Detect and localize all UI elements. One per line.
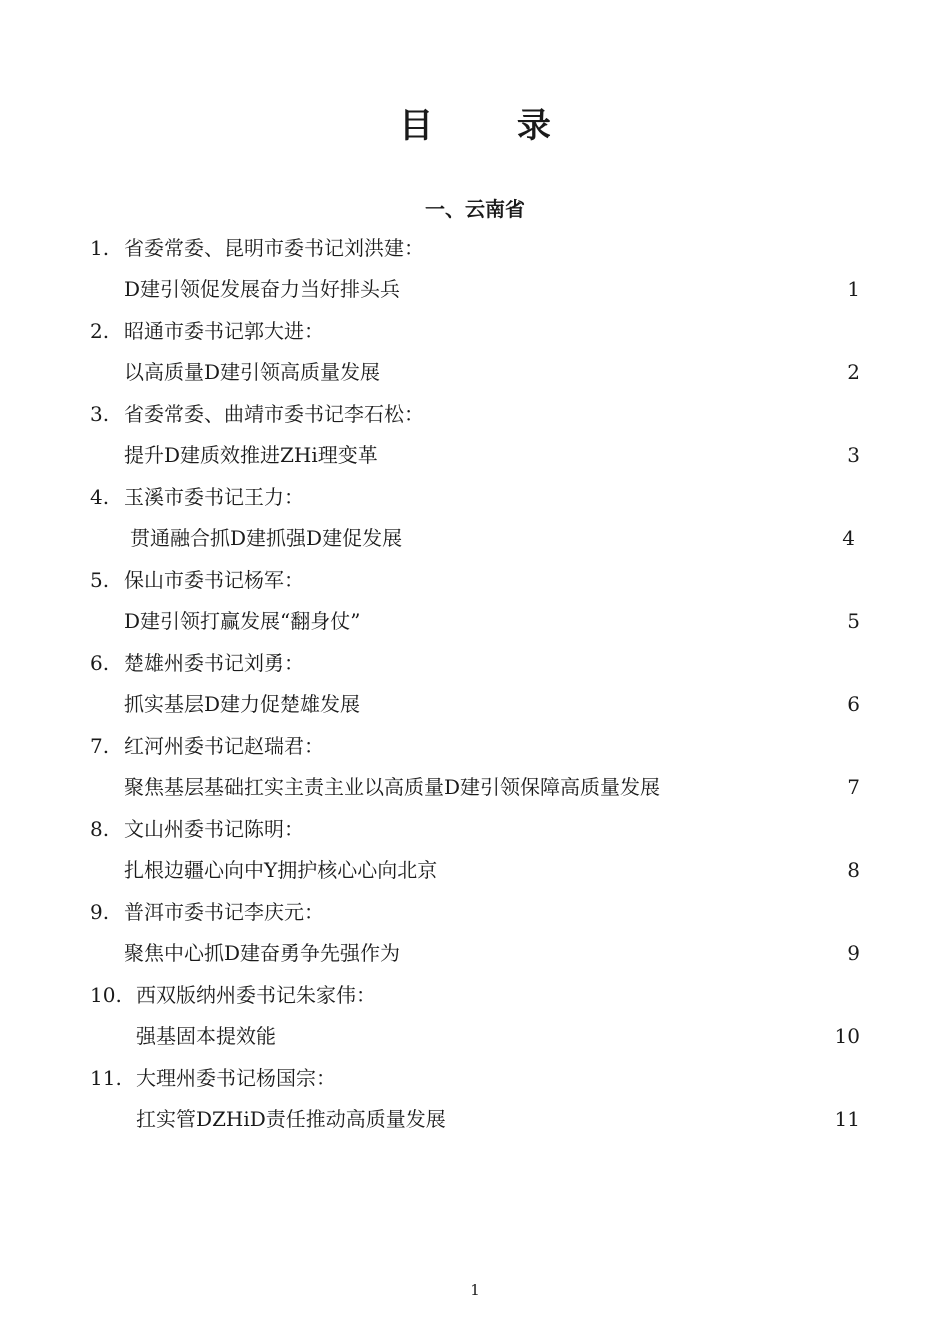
toc-entry-page-number: 10 [834, 1024, 860, 1048]
toc-entry-number: 2. [90, 319, 110, 343]
toc-entry-subtitle-line [124, 935, 860, 971]
toc-entry-heading-line [90, 313, 324, 349]
toc-entry-subtitle-line [124, 354, 860, 390]
toc-entry[interactable] [0, 479, 950, 562]
toc-entry[interactable] [0, 645, 950, 728]
toc-entry-heading-line [90, 1060, 336, 1096]
toc-entry-subtitle: 强基固本提效能 [136, 1024, 276, 1048]
toc-entry[interactable] [0, 811, 950, 894]
toc-entry-heading: 大理州委书记杨国宗： [136, 1066, 336, 1090]
toc-entry-heading: 西双版纳州委书记朱家伟： [136, 983, 376, 1007]
toc-entry-page-number: 6 [847, 692, 860, 716]
toc-entry-page-number: 4 [842, 526, 855, 550]
toc-entry-heading: 普洱市委书记李庆元： [124, 900, 324, 924]
toc-entry-page-number: 1 [847, 277, 860, 301]
toc-entry-heading-line [90, 396, 424, 432]
toc-entry-number: 7. [90, 734, 110, 758]
toc-entry-subtitle: D建引领促发展奋力当好排头兵 [124, 277, 401, 301]
toc-entry-subtitle-line [124, 437, 860, 473]
toc-entry-page-number: 5 [847, 609, 860, 633]
toc-entry[interactable] [0, 230, 950, 313]
toc-entry-subtitle-line [124, 852, 860, 888]
toc-entry-heading-line [90, 645, 304, 681]
toc-entry[interactable] [0, 1060, 950, 1143]
toc-entry-subtitle: 以高质量D建引领高质量发展 [124, 360, 381, 384]
toc-entry-heading-line [90, 811, 304, 847]
page-title: 目 录 [399, 106, 587, 146]
toc-entry[interactable] [0, 977, 950, 1060]
toc-entry-page-number: 9 [847, 941, 860, 965]
toc-entry-subtitle: 扛实管DZHiD责任推动高质量发展 [136, 1107, 446, 1131]
toc-entry-heading: 玉溪市委书记王力： [124, 485, 304, 509]
toc-entry[interactable] [0, 894, 950, 977]
toc-entry-heading: 省委常委、昆明市委书记刘洪建： [124, 236, 424, 260]
toc-entry-heading-line [90, 894, 324, 930]
toc-entry-number: 8. [90, 817, 110, 841]
toc-entry-heading-line [90, 728, 324, 764]
toc-entry-subtitle-line [124, 769, 860, 805]
toc-entry-subtitle: 聚焦基层基础扛实主责主业以高质量D建引领保障高质量发展 [124, 775, 661, 799]
toc-entry-subtitle: D建引领打赢发展“翻身仗” [124, 609, 361, 633]
toc-entry-number: 9. [90, 900, 110, 924]
toc-entry-heading-line [90, 562, 304, 598]
toc-entry-page-number: 8 [847, 858, 860, 882]
toc-entry-page-number: 2 [847, 360, 860, 384]
toc-entry-heading-line [90, 479, 304, 515]
toc-entry-heading: 省委常委、曲靖市委书记李石松： [124, 402, 424, 426]
toc-entry-subtitle: 聚焦中心抓D建奋勇争先强作为 [124, 941, 401, 965]
toc-entry[interactable] [0, 562, 950, 645]
toc-entry-heading-line [90, 977, 376, 1013]
toc-entry-subtitle-line [136, 1018, 860, 1054]
toc-entry-number: 10. [90, 983, 122, 1007]
toc-entry-heading: 昭通市委书记郭大进： [124, 319, 324, 343]
toc-entry-subtitle: 贯通融合抓D建抓强D建促发展 [130, 526, 403, 550]
toc-entry-heading: 红河州委书记赵瑞君： [124, 734, 324, 758]
toc-entry-heading: 楚雄州委书记刘勇： [124, 651, 304, 675]
footer-page-number: 1 [470, 1281, 480, 1299]
toc-entry-subtitle-line [136, 1101, 860, 1137]
toc-entry-subtitle-line [124, 603, 860, 639]
toc-entry-number: 3. [90, 402, 110, 426]
toc-entry-number: 6. [90, 651, 110, 675]
toc-entry-subtitle-line [124, 520, 860, 556]
toc-entry-subtitle-line [124, 686, 860, 722]
toc-entry[interactable] [0, 396, 950, 479]
toc-entry-heading: 文山州委书记陈明： [124, 817, 304, 841]
toc-entry-page-number: 7 [847, 775, 860, 799]
toc-entry-subtitle: 抓实基层D建力促楚雄发展 [124, 692, 361, 716]
toc-entry-subtitle: 扎根边疆心向中Y拥护核心心向北京 [124, 858, 438, 882]
toc-entry-page-number: 11 [834, 1107, 860, 1131]
section-heading: 一、云南省 [425, 197, 525, 221]
toc-entry[interactable] [0, 728, 950, 811]
toc-entry-subtitle-line [124, 271, 860, 307]
toc-entry-number: 4. [90, 485, 110, 509]
toc-entry[interactable] [0, 313, 950, 396]
toc-entry-subtitle: 提升D建质效推进ZHi理变革 [124, 443, 378, 467]
toc-entry-page-number: 3 [847, 443, 860, 467]
toc-entry-number: 1. [90, 236, 110, 260]
table-of-contents [0, 230, 950, 1143]
toc-entry-number: 11. [90, 1066, 122, 1090]
toc-entry-heading: 保山市委书记杨军： [124, 568, 304, 592]
toc-entry-number: 5. [90, 568, 110, 592]
toc-entry-heading-line [90, 230, 424, 266]
